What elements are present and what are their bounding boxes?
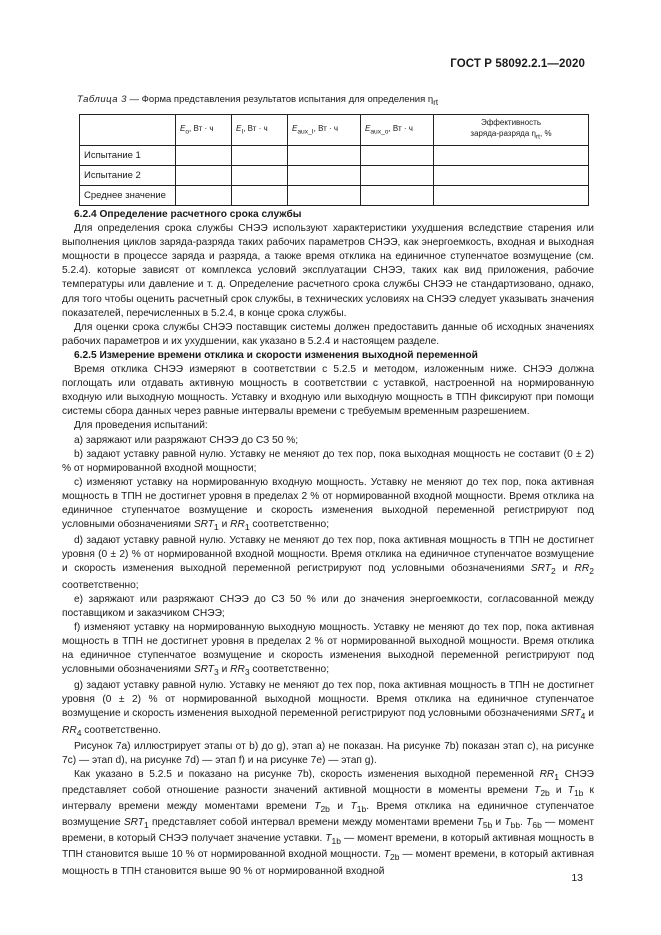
paragraph: Для оценки срока службы СНЭЭ поставщик системы должен предоставить данные об исходных значениях рабочих параметров и их ухудшении, как указано в 5.2.4 и настоящем разделе. bbox=[62, 321, 594, 347]
table-row bbox=[80, 146, 589, 166]
paragraph: Рисунок 7а) иллюстрирует этапы от b) до g), этап а) не показан. На рисунке 7b) показан этап с), на рисунке 7с) — этап d), на рисунке 7d) — этап f) и на рисунке 7е) — этап g). bbox=[62, 740, 594, 766]
table-caption bbox=[77, 94, 438, 107]
table-header-eaux-o: $E_{aux\_o}$, Вт · ч bbox=[361, 115, 434, 146]
section-6-2-4-title: 6.2.4 Определение расчетного срока службы bbox=[74, 209, 302, 220]
paragraph: Для определения срока службы СНЭЭ используют характеристики ухудшения вследствие старения или выполнения циклов заряда-разряда таких рабочих параметров СНЭЭ, как энергоемкость, входная и выходная мощности в процессе заряда и разряда, а также время отклика на единичное ступенчатое возмущение (см. 5.2.4). которые зависят от комплекса условий эксплуатации СНЭЭ, таких как вид приложения, рабочие температуры или давление и т. д. Определение расчетного срока службы СНЭЭ не стандартизовано, однако, для того чтобы оценить расчетный срок службы, в технических условиях на СНЭЭ следует указывать значения показателей, перечисленных в 5.2.4, в конце срока службы. bbox=[62, 223, 594, 319]
table-cell bbox=[176, 186, 232, 206]
table-cell bbox=[434, 186, 589, 206]
page-number: 13 bbox=[571, 872, 583, 884]
list-item-d: d) задают уставку равной нулю. Уставку не меняют до тех пор, пока активная мощность в ТПН не достигнет уровня (0 ± 2) % от нормированной входной мощности. Время отклика на единичное ступенчатое возмущение и скорость изменения выходной переменной регистрируют под условными обозначениями $SRT_2$ и $RR_2$ соответственно; bbox=[62, 535, 594, 591]
table-caption-label: Таблица 3 bbox=[77, 94, 127, 105]
table-header-row bbox=[80, 115, 589, 146]
table-cell bbox=[361, 146, 434, 166]
table-cell bbox=[361, 186, 434, 206]
list-item-a: а) заряжают или разряжают СНЭЭ до СЗ 50 %; bbox=[74, 434, 299, 446]
table-cell bbox=[288, 146, 361, 166]
table-cell bbox=[288, 166, 361, 186]
list-item-b: b) задают уставку равной нулю. Уставку не меняют до тех пор, пока выходная мощность не составит (0 ± 2) % от нормированной входной мощности; bbox=[62, 448, 594, 474]
table-header-eaux-i: $E_{aux\_I}$, Вт · ч bbox=[288, 115, 361, 146]
list-item-c: c) изменяют уставку на нормированную входную мощность. Уставку не меняют до тех пор, пока активная мощность в ТПН не достигнет уровня в пределах 2 % от нормированной входной мощности. Время отклика на единичное ступенчатое возмущение и скорость изменения выходной переменной регистрируют под условными обозначениями $SRT_1$ и $RR_1$ соответственно; bbox=[62, 476, 594, 533]
table-cell bbox=[176, 146, 232, 166]
paragraph: Для проведения испытаний: bbox=[74, 420, 208, 432]
table-cell bbox=[288, 186, 361, 206]
paragraph: Время отклика СНЭЭ измеряют в соответствии с 5.2.5 и методом, изложенным ниже. СНЭЭ должна поглощать или отдавать активную мощность в соответствии с уставкой, настроенной на нормированную входную или выходную мощность. Уставку и входную или выходную мощность в ТПН фиксируют при помощи системы сбора данных через равные интервалы времени с требуемым временным разрешением. bbox=[62, 364, 594, 418]
table-cell bbox=[361, 166, 434, 186]
table-cell bbox=[176, 166, 232, 186]
table-row bbox=[80, 166, 589, 186]
row-label: Испытание 2 bbox=[80, 166, 176, 186]
list-item-f: f) изменяют уставку на нормированную выходную мощность. Уставку не меняют до тех пор, пока активная мощность в ТПН не достигнет уровня в пределах 2 % от нормированной выходной мощности. Время отклика на единичное ступенчатое возмущение и скорость изменения выходной переменной регистрируют под условными обозначениями $SRT_3$ и $RR_3$ соответственно; bbox=[62, 621, 594, 678]
table-header-ei: $E_I$, Вт · ч bbox=[232, 115, 288, 146]
paragraph: Как указано в 5.2.5 и показано на рисунке 7b), скорость изменения выходной переменной $RR_1$ СНЭЭ представляет собой отношение разности значений активной мощности в моменты времени $T_{2b}$ и $T_{1b}$ к интервалу времени между моментами времени $T_{2b}$ и $T_{1b}$. Время отклика на единичное ступенчатое возмущение $SRT_1$ представляет собой интервал времени между моментами времени $T_{5b}$ и $T_{bb}$. $T_{6b}$ — момент времени, в который СНЭЭ получает значение уставки. $T_{1b}$ — момент времени, в который активная мощность в ТПН становится выше 10 % от нормированной входной мощности. $T_{2b}$ — момент времени, в который активная мощность в ТПН становится выше 90 % от нормированной входной bbox=[62, 768, 594, 877]
list-item-e: е) заряжают или разряжают СНЭЭ до СЗ 50 % или до значения энергоемкости, согласованной между поставщиком и заказчиком СНЭЭ; bbox=[62, 593, 594, 619]
table-row bbox=[80, 186, 589, 206]
row-label: Испытание 1 bbox=[80, 146, 176, 166]
results-table bbox=[79, 114, 589, 206]
table-cell bbox=[434, 166, 589, 186]
list-item-g: g) задают уставку равной нулю. Уставку не меняют до тех пор, пока активная мощность в ТПН не достигнет уровня (0 ± 2) % от нормированной выходной мощности. Время отклика на единичное ступенчатое возмущение и скорость изменения выходной переменной регистрируют под условными обозначениями $SRT_4$ и $RR_4$ соответственно. bbox=[62, 680, 594, 738]
table-cell bbox=[232, 186, 288, 206]
table-cell bbox=[434, 146, 589, 166]
body-text bbox=[62, 208, 594, 879]
section-6-2-5-title: 6.2.5 Измерение времени отклика и скорости изменения выходной переменной bbox=[74, 349, 478, 361]
table-cell bbox=[232, 146, 288, 166]
table-header-efficiency: Эффективность заряда-разряда $\eta_{rt}$, % bbox=[434, 115, 589, 146]
document-number: ГОСТ Р 58092.2.1—2020 bbox=[450, 58, 585, 70]
table-header-eo: $E_o$, Вт · ч bbox=[176, 115, 232, 146]
table-caption-text: — Форма представления результатов испытания для определения η bbox=[129, 94, 434, 105]
table-header-empty bbox=[80, 115, 176, 146]
row-label: Среднее значение bbox=[80, 186, 176, 206]
table-cell bbox=[232, 166, 288, 186]
table-caption-sub: rt bbox=[433, 97, 439, 107]
